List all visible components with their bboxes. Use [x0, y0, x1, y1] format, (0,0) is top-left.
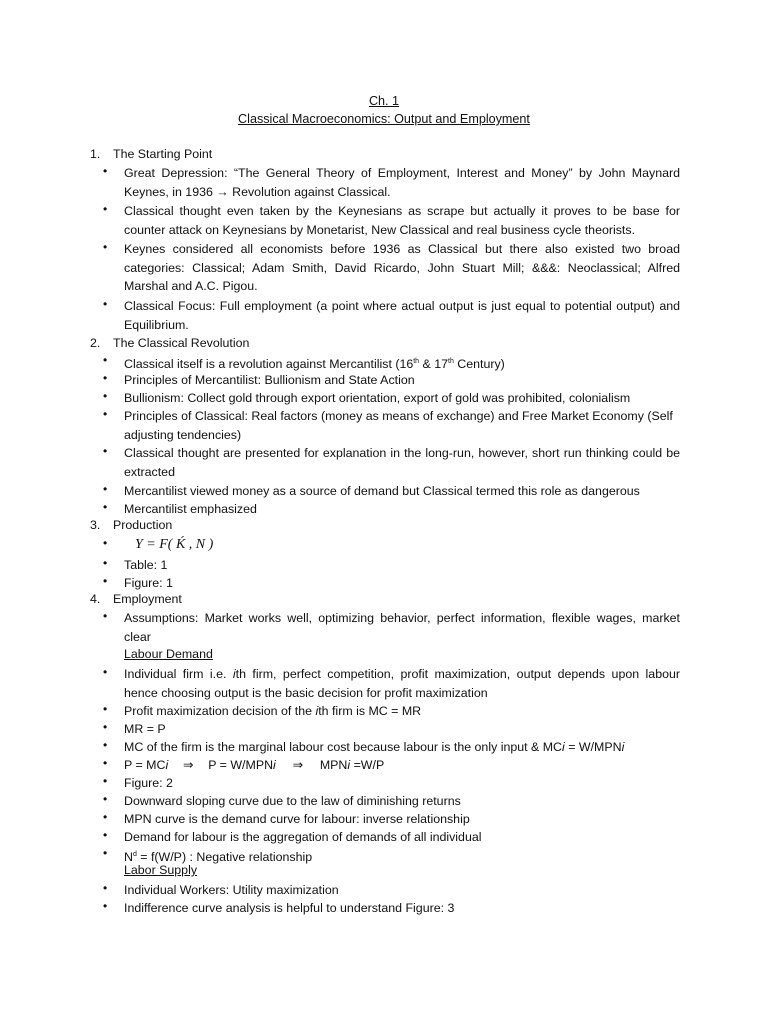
italic-var: i [562, 740, 565, 754]
bullet-icon: • [103, 389, 108, 403]
text-run: th firm is MC = MR [318, 704, 422, 718]
section-title: The Starting Point [113, 147, 213, 161]
bullet-icon: • [103, 500, 108, 514]
text-run: P = W/MPN [208, 758, 274, 772]
bullet-icon: • [103, 444, 108, 458]
bullet-icon: • [103, 846, 108, 860]
text-run: N [124, 850, 133, 865]
list-item-text: Principles of Classical: Real factors (money as means of exchange) and Free Market Economy (Self adjusting tendencies) [124, 409, 673, 442]
list-item-text: Figure: 2 [124, 776, 173, 790]
list-item-text: Indifference curve analysis is helpful to understand Figure: 3 [124, 901, 455, 915]
list-item-text: Mercantilist viewed money as a source of demand but Classical termed this role as dangerous [124, 484, 640, 498]
list-item-text [124, 738, 680, 757]
superscript: d [132, 851, 137, 858]
section-title: Production [113, 518, 173, 532]
italic-var: i [232, 667, 236, 681]
production-formula: Y = F( Ḱ , N ) [135, 537, 214, 552]
section-number: 2. [90, 336, 101, 350]
bullet-icon: • [103, 240, 108, 254]
text-run: MC of the firm is the marginal labour cost because labour is the only input & MC [124, 740, 563, 754]
text-run: = W/MPN [564, 740, 622, 754]
bullet-icon: • [103, 536, 108, 550]
list-item-text: Figure: 1 [124, 576, 173, 590]
list-item-text [124, 846, 680, 867]
list-item-text: Individual Workers: Utility maximization [124, 883, 339, 897]
section-title: Employment [113, 592, 182, 606]
list-item-text [124, 665, 680, 702]
bullet-icon: • [103, 756, 108, 770]
bullet-icon: • [103, 353, 108, 367]
bullet-icon: • [103, 164, 108, 178]
list-item-text: MPN curve is the demand curve for labour: inverse relationship [124, 812, 470, 826]
section-heading-2 [90, 336, 249, 350]
list-item-text: Downward sloping curve due to the law of diminishing returns [124, 794, 461, 808]
list-item-text: Keynes considered all economists before 1936 as Classical but there also existed two broad categories: Classical; Adam Smith, David Ricardo, John Stuart Mill; &&&: Neoclassical; Alfred Marshal and A.C. Pigou. [124, 242, 680, 293]
list-item-text: Bullionism: Collect gold through export orientation, export of gold was prohibited, colonialism [124, 391, 631, 405]
bullet-icon: • [103, 792, 108, 806]
list-item-text: Classical thought are presented for explanation in the long-run, however, short run thinking could be extracted [124, 446, 680, 479]
section-number: 4. [90, 592, 101, 606]
text-run: Century) [453, 357, 505, 372]
bullet-icon: • [103, 881, 108, 895]
text-run: MPN [319, 758, 348, 772]
list-item-text: Classical thought even taken by the Keynesians as scrape but actually it proves to be base for counter attack on Keynesians by Monetarist, New Classical and real business cycle theorists. [124, 204, 680, 237]
bullet-icon: • [103, 738, 108, 752]
list-item-text: Mercantilist emphasized [124, 502, 257, 516]
list-item-text: MR = P [124, 722, 166, 736]
bullet-icon: • [103, 899, 108, 913]
section-heading-3 [90, 518, 172, 532]
bullet-icon: • [103, 482, 108, 496]
bullet-icon: • [103, 665, 108, 679]
bullet-icon: • [103, 297, 108, 311]
section-number: 3. [90, 518, 101, 532]
list-item-text: Table: 1 [124, 558, 168, 572]
bullet-icon: • [103, 202, 108, 216]
italic-var: i [273, 758, 276, 772]
text-run: P = MC [124, 758, 166, 772]
bullet-icon: • [103, 828, 108, 842]
bullet-icon: • [103, 407, 108, 421]
subheading-labor-supply: Labor Supply [124, 863, 198, 877]
list-item-text: Principles of Mercantilist: Bullionism and State Action [124, 373, 415, 387]
page-title: Classical Macroeconomics: Output and Employment [238, 112, 530, 126]
text-run: & 17 [419, 357, 449, 372]
list-item-text [124, 756, 680, 775]
text-run: Individual firm i.e. [124, 667, 233, 681]
bullet-icon: • [103, 702, 108, 716]
bullet-icon: • [103, 720, 108, 734]
bullet-icon: • [103, 774, 108, 788]
bullet-icon: • [103, 609, 108, 623]
italic-var: i [347, 758, 351, 772]
bullet-icon: • [103, 810, 108, 824]
text-run: =W/P [350, 758, 385, 772]
subheading-labour-demand: Labour Demand [124, 647, 213, 661]
list-item-text [124, 702, 680, 721]
section-heading-1 [90, 147, 212, 161]
section-number: 1. [90, 147, 101, 161]
superscript: th [413, 358, 420, 365]
bullet-icon: • [103, 371, 108, 385]
superscript: th [448, 358, 454, 365]
italic-var: i [165, 758, 169, 772]
implies-arrow: ⇒ [183, 758, 194, 772]
text-run: Classical itself is a revolution against Mercantilist (16 [124, 357, 414, 372]
text-run: = f(W/P) : Negative relationship [136, 850, 313, 865]
list-item-text: Assumptions: Market works well, optimizing behavior, perfect information, flexible wages, market clear [124, 611, 680, 644]
section-title: The Classical Revolution [113, 336, 250, 350]
text-run: Profit maximization decision of the [124, 704, 316, 718]
chapter-label: Ch. 1 [368, 94, 400, 108]
list-item-text: Demand for labour is the aggregation of demands of all individual [124, 830, 482, 844]
text-run: th firm, perfect competition, profit maximization, output depends upon labour hence choosing output is the basic decision for profit maximization [124, 667, 680, 700]
bullet-icon: • [103, 556, 108, 570]
section-heading-4 [90, 592, 182, 606]
bullet-icon: • [103, 574, 108, 588]
italic-var: i [315, 704, 319, 718]
list-item-text: Classical Focus: Full employment (a point where actual output is just equal to potential output) and Equilibrium. [124, 299, 680, 332]
italic-var: i [621, 740, 625, 754]
list-item-text: Great Depression: “The General Theory of Employment, Interest and Money” by John Maynard Keynes, in 1936 → Revolution against Classical. [124, 166, 680, 199]
implies-arrow: ⇒ [292, 758, 303, 772]
